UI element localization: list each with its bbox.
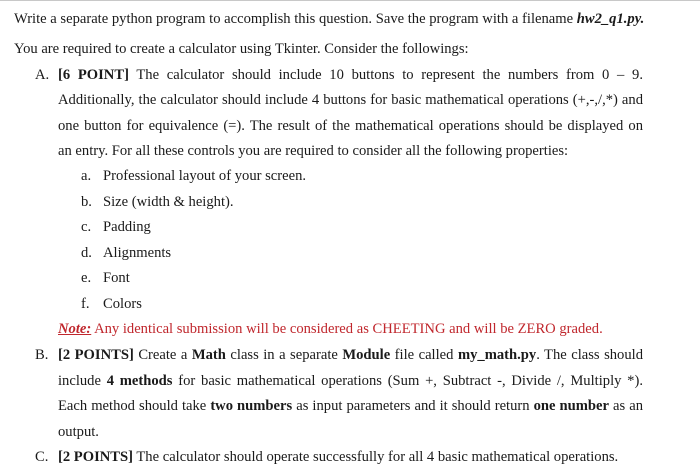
list-item-marker: e.	[81, 270, 92, 286]
list-item: Colors	[103, 296, 142, 312]
list-item: Padding	[103, 219, 151, 235]
top-divider	[0, 0, 700, 1]
list-item-marker: b.	[81, 194, 92, 210]
list-item-marker: c.	[81, 219, 92, 235]
section-b-line-1: [2 POINTS] Create a Math class in a separate Module file called my_math.py. The class should	[58, 347, 644, 363]
section-b-line-3: Each method should take two numbers as input parameters and it should return one number as an	[58, 398, 643, 414]
section-a-marker: A.	[35, 67, 50, 83]
section-a-line-3: one button for equivalence (=). The result of the mathematical operations should be displayed on	[58, 118, 643, 134]
section-c-line-1: [2 POINTS] The calculator should operate successfully for all 4 basic mathematical operations.	[58, 449, 619, 465]
section-b-points: [2 POINTS]	[58, 347, 134, 363]
filename: hw2_q1.py.	[576, 11, 645, 27]
intro-text: Write a separate python program to accomplish this question. Save the program with a filename	[14, 11, 577, 27]
note-text: Any identical submission will be considered as CHEETING and will be ZERO graded.	[91, 321, 603, 337]
intro-line-2: You are required to create a calculator using Tkinter. Consider the followings:	[14, 41, 469, 57]
section-b-marker: B.	[35, 347, 49, 363]
section-a-points: [6 POINT]	[58, 67, 129, 83]
list-item-marker: d.	[81, 245, 92, 261]
list-item: Font	[103, 270, 130, 286]
section-b-line-4: output.	[58, 424, 99, 440]
section-a-line-2: Additionally, the calculator should include 4 buttons for basic mathematical operations (+,-,/,*) and	[58, 92, 643, 108]
section-b-line-2: include 4 methods for basic mathematical operations (Sum +, Subtract -, Divide /, Multiply *).	[58, 373, 643, 389]
list-item: Size (width & height).	[103, 194, 234, 210]
section-a-line-4: an entry. For all these controls you are required to consider all the following properties:	[58, 143, 569, 159]
list-item: Alignments	[103, 245, 172, 261]
section-a-line-1: [6 POINT] The calculator should include 10 buttons to represent the numbers from 0 – 9.	[58, 67, 643, 83]
list-item-marker: f.	[81, 296, 90, 312]
section-c-marker: C.	[35, 449, 49, 465]
note	[58, 320, 603, 338]
list-item-marker: a.	[81, 168, 92, 184]
intro-line-1	[14, 10, 644, 28]
note-label: Note:	[58, 321, 92, 337]
list-item: Professional layout of your screen.	[103, 168, 307, 184]
section-c-points: [2 POINTS]	[58, 449, 133, 465]
